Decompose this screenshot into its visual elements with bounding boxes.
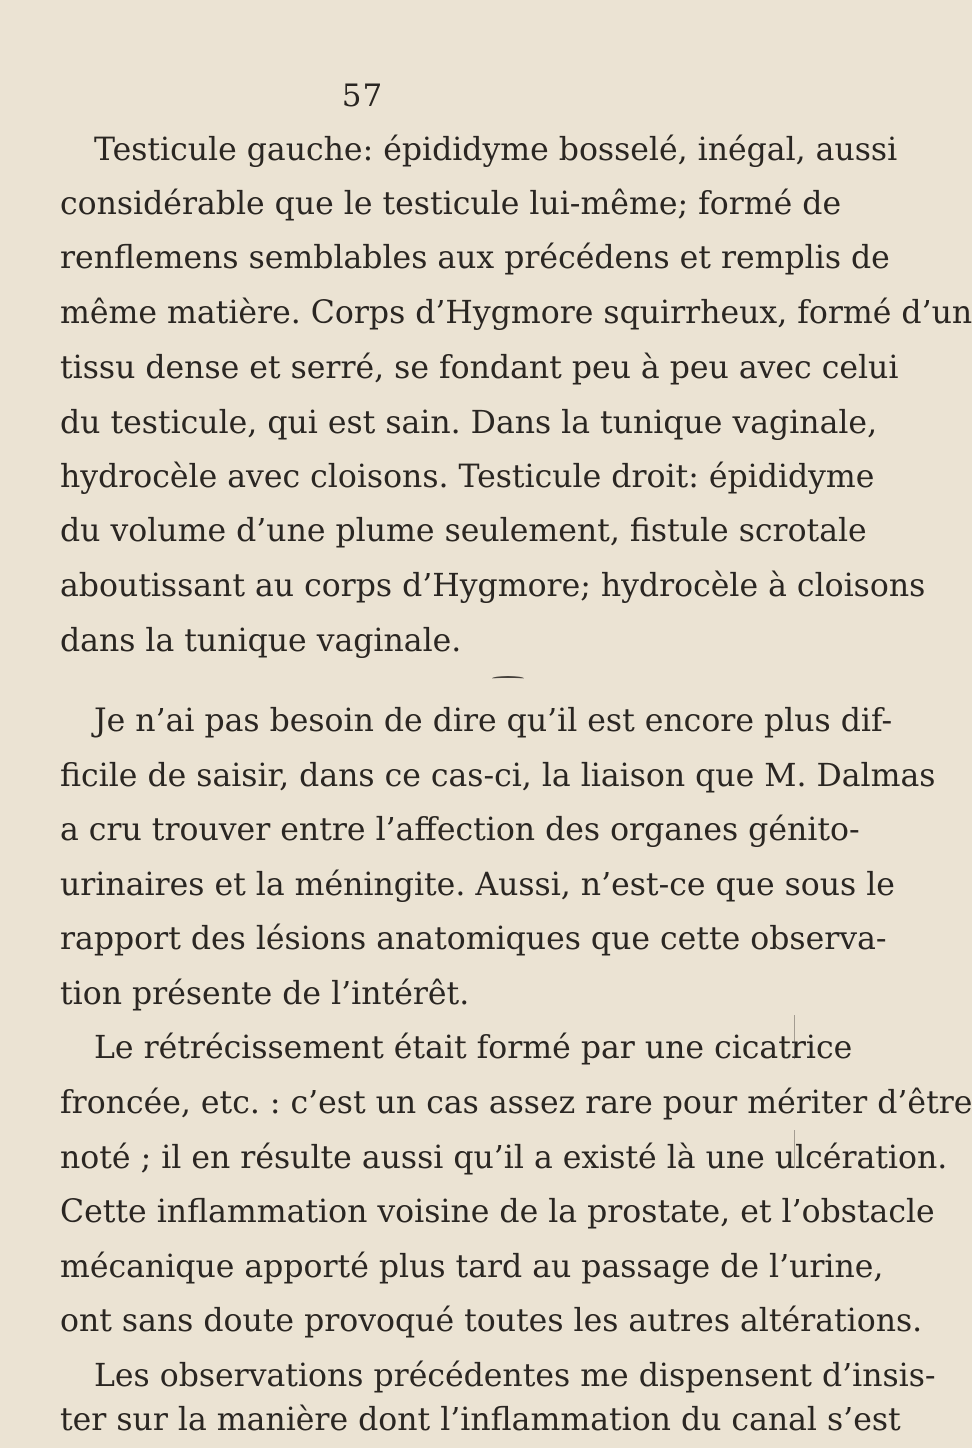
text-line: Je n’ai pas besoin de dire qu’il est encore plus dif- bbox=[94, 703, 893, 739]
section-separator bbox=[492, 676, 524, 681]
margin-mark bbox=[794, 1130, 795, 1168]
text-line: a cru trouver entre l’affection des organes génito- bbox=[60, 812, 860, 848]
text-line: du volume d’une plume seulement, fistule scrotale bbox=[60, 513, 867, 549]
text-line: ter sur la manière dont l’inflammation du canal s’est bbox=[60, 1402, 901, 1438]
text-line: même matière. Corps d’Hygmore squirrheux, formé d’un bbox=[60, 295, 972, 331]
text-line: tion présente de l’intérêt. bbox=[60, 976, 470, 1012]
text-line: considérable que le testicule lui-même; formé de bbox=[60, 186, 842, 222]
text-line: aboutissant au corps d’Hygmore; hydrocèle à cloisons bbox=[60, 568, 926, 604]
text-line: renflemens semblables aux précédens et remplis de bbox=[60, 240, 890, 276]
text-line: rapport des lésions anatomiques que cette observa- bbox=[60, 921, 887, 957]
text-line: tissu dense et serré, se fondant peu à peu avec celui bbox=[60, 350, 899, 386]
margin-mark bbox=[794, 1015, 795, 1059]
text-line: froncée, etc. : c’est un cas assez rare pour mériter d’être bbox=[60, 1085, 972, 1121]
text-line: noté ; il en résulte aussi qu’il a existé là une ulcération. bbox=[60, 1140, 948, 1176]
text-line: Cette inflammation voisine de la prostate, et l’obstacle bbox=[60, 1194, 935, 1230]
text-line: Le rétrécissement était formé par une cicatrice bbox=[94, 1030, 853, 1066]
text-line: Les observations précédentes me dispensent d’insis- bbox=[94, 1358, 936, 1394]
text-line: mécanique apporté plus tard au passage de l’urine, bbox=[60, 1249, 884, 1285]
text-line: Testicule gauche: épididyme bosselé, inégal, aussi bbox=[94, 132, 898, 168]
text-line: hydrocèle avec cloisons. Testicule droit: épididyme bbox=[60, 459, 875, 495]
text-line: ont sans doute provoqué toutes les autres altérations. bbox=[60, 1303, 923, 1339]
page-number: 57 bbox=[341, 78, 384, 114]
text-line: urinaires et la méningite. Aussi, n’est-ce que sous le bbox=[60, 867, 895, 903]
text-line: ficile de saisir, dans ce cas-ci, la liaison que M. Dalmas bbox=[60, 758, 936, 794]
text-line: du testicule, qui est sain. Dans la tunique vaginale, bbox=[60, 405, 878, 441]
text-line: dans la tunique vaginale. bbox=[60, 623, 462, 659]
